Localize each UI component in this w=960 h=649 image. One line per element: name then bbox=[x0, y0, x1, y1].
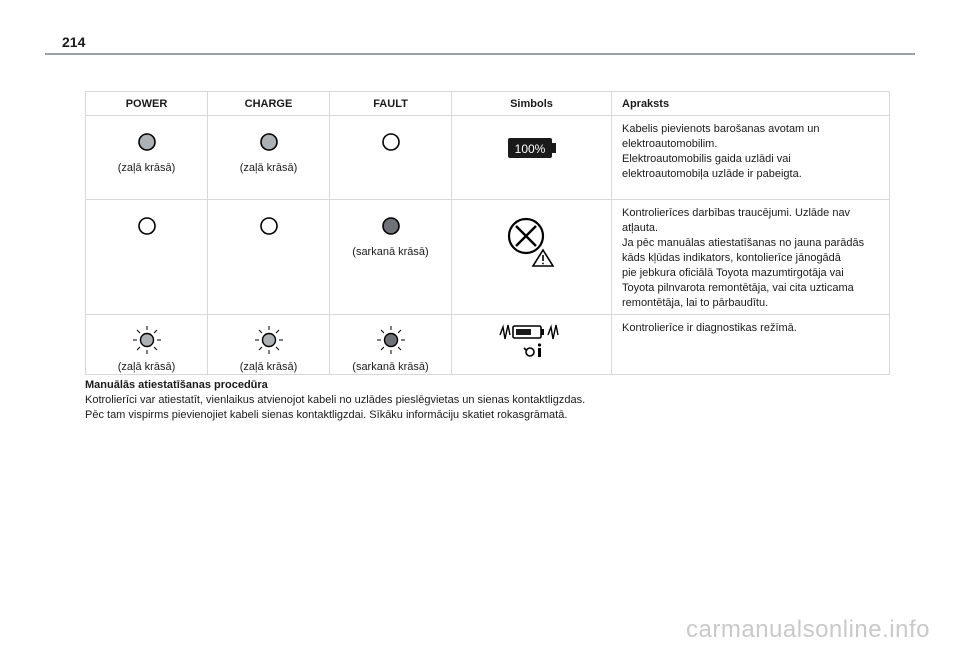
fault-cell bbox=[330, 116, 452, 200]
header-power: POWER bbox=[86, 92, 208, 116]
description-line: Kontrolierīce ir diagnostikas režīmā. bbox=[622, 322, 797, 334]
description-line: Kontrolierīces darbības traucējumi. Uzlāde nav bbox=[622, 207, 851, 219]
description-line: Ja pēc manuālas atiestatīšanas no jauna parādās bbox=[622, 237, 865, 249]
header-description: Apraksts bbox=[612, 92, 890, 116]
power-cell bbox=[86, 315, 208, 375]
watermark: carmanualsonline.info bbox=[686, 616, 930, 643]
battery-100-icon bbox=[504, 124, 560, 174]
led-color-label: (zaļā krāsā) bbox=[117, 361, 176, 373]
led-status-table bbox=[85, 91, 890, 375]
led-off-icon bbox=[86, 212, 207, 240]
description-line: kāds kļūdas indikators, kontolierīce jānogādā bbox=[622, 252, 841, 264]
description-line: Kabelis pievienots barošanas avotam un bbox=[622, 123, 820, 135]
charge-cell bbox=[208, 116, 330, 200]
led-on-icon bbox=[330, 212, 451, 240]
led-blinking-icon bbox=[330, 325, 451, 355]
page-number: 214 bbox=[62, 34, 86, 50]
description-cell bbox=[612, 200, 890, 315]
led-off-icon bbox=[208, 212, 329, 240]
table-row bbox=[86, 200, 890, 315]
note-title: Manuālās atiestatīšanas procedūra bbox=[85, 379, 268, 391]
led-color-label: (sarkanā krāsā) bbox=[352, 246, 429, 258]
note-line: Pēc tam vispirms pievienojiet kabeli sienas kontaktligzdai. Sīkāku informāciju skatiet rokasgrāmatā. bbox=[85, 409, 568, 421]
led-on-icon bbox=[208, 128, 329, 156]
charge-cell bbox=[208, 315, 330, 375]
header-symbol: Simbols bbox=[452, 92, 612, 116]
symbol-cell bbox=[452, 315, 612, 375]
led-color-label: (sarkanā krāsā) bbox=[352, 361, 429, 373]
description-line: pie jebkura oficiālā Toyota mazumtirgotāja vai bbox=[622, 267, 844, 279]
header-charge: CHARGE bbox=[208, 92, 330, 116]
description-cell bbox=[612, 116, 890, 200]
note-line: Kotrolierīci var atiestatīt, vienlaikus atvienojot kabeli no uzlādes pieslēgvietas un sienas kontaktligzdas. bbox=[85, 394, 586, 406]
description-line: elektroautomobilim. bbox=[622, 138, 718, 150]
led-color-label: (zaļā krāsā) bbox=[117, 162, 176, 174]
symbol-cell bbox=[452, 200, 612, 315]
charge-cell bbox=[208, 200, 330, 315]
header-fault: FAULT bbox=[330, 92, 452, 116]
symbol-cell bbox=[452, 116, 612, 200]
power-cell bbox=[86, 116, 208, 200]
table-header-row bbox=[86, 92, 890, 116]
power-cell bbox=[86, 200, 208, 315]
fault-cross-warning-icon bbox=[500, 208, 564, 274]
led-blinking-icon bbox=[86, 325, 207, 355]
description-line: Toyota pilnvarota remontētāja, vai cita uzticama bbox=[622, 282, 854, 294]
fault-cell bbox=[330, 200, 452, 315]
description-line: atļauta. bbox=[622, 222, 659, 234]
description-cell bbox=[612, 315, 890, 375]
fault-cell bbox=[330, 315, 452, 375]
battery-percent-text: 100% bbox=[514, 142, 545, 156]
led-on-icon bbox=[86, 128, 207, 156]
description-line: remontētāja, lai to pārbaudītu. bbox=[622, 297, 769, 309]
led-blinking-icon bbox=[208, 325, 329, 355]
led-off-icon bbox=[330, 128, 451, 156]
led-color-label: (zaļā krāsā) bbox=[239, 361, 298, 373]
manual-reset-note bbox=[85, 378, 585, 423]
led-color-label: (zaļā krāsā) bbox=[239, 162, 298, 174]
description-line: elektroautomobiļa uzlāde ir pabeigta. bbox=[622, 168, 802, 180]
table-row bbox=[86, 315, 890, 375]
description-line: Elektroautomobilis gaida uzlādi vai bbox=[622, 153, 791, 165]
table-row bbox=[86, 116, 890, 200]
header-rule bbox=[45, 53, 915, 55]
diagnostic-mode-icon bbox=[497, 321, 567, 361]
